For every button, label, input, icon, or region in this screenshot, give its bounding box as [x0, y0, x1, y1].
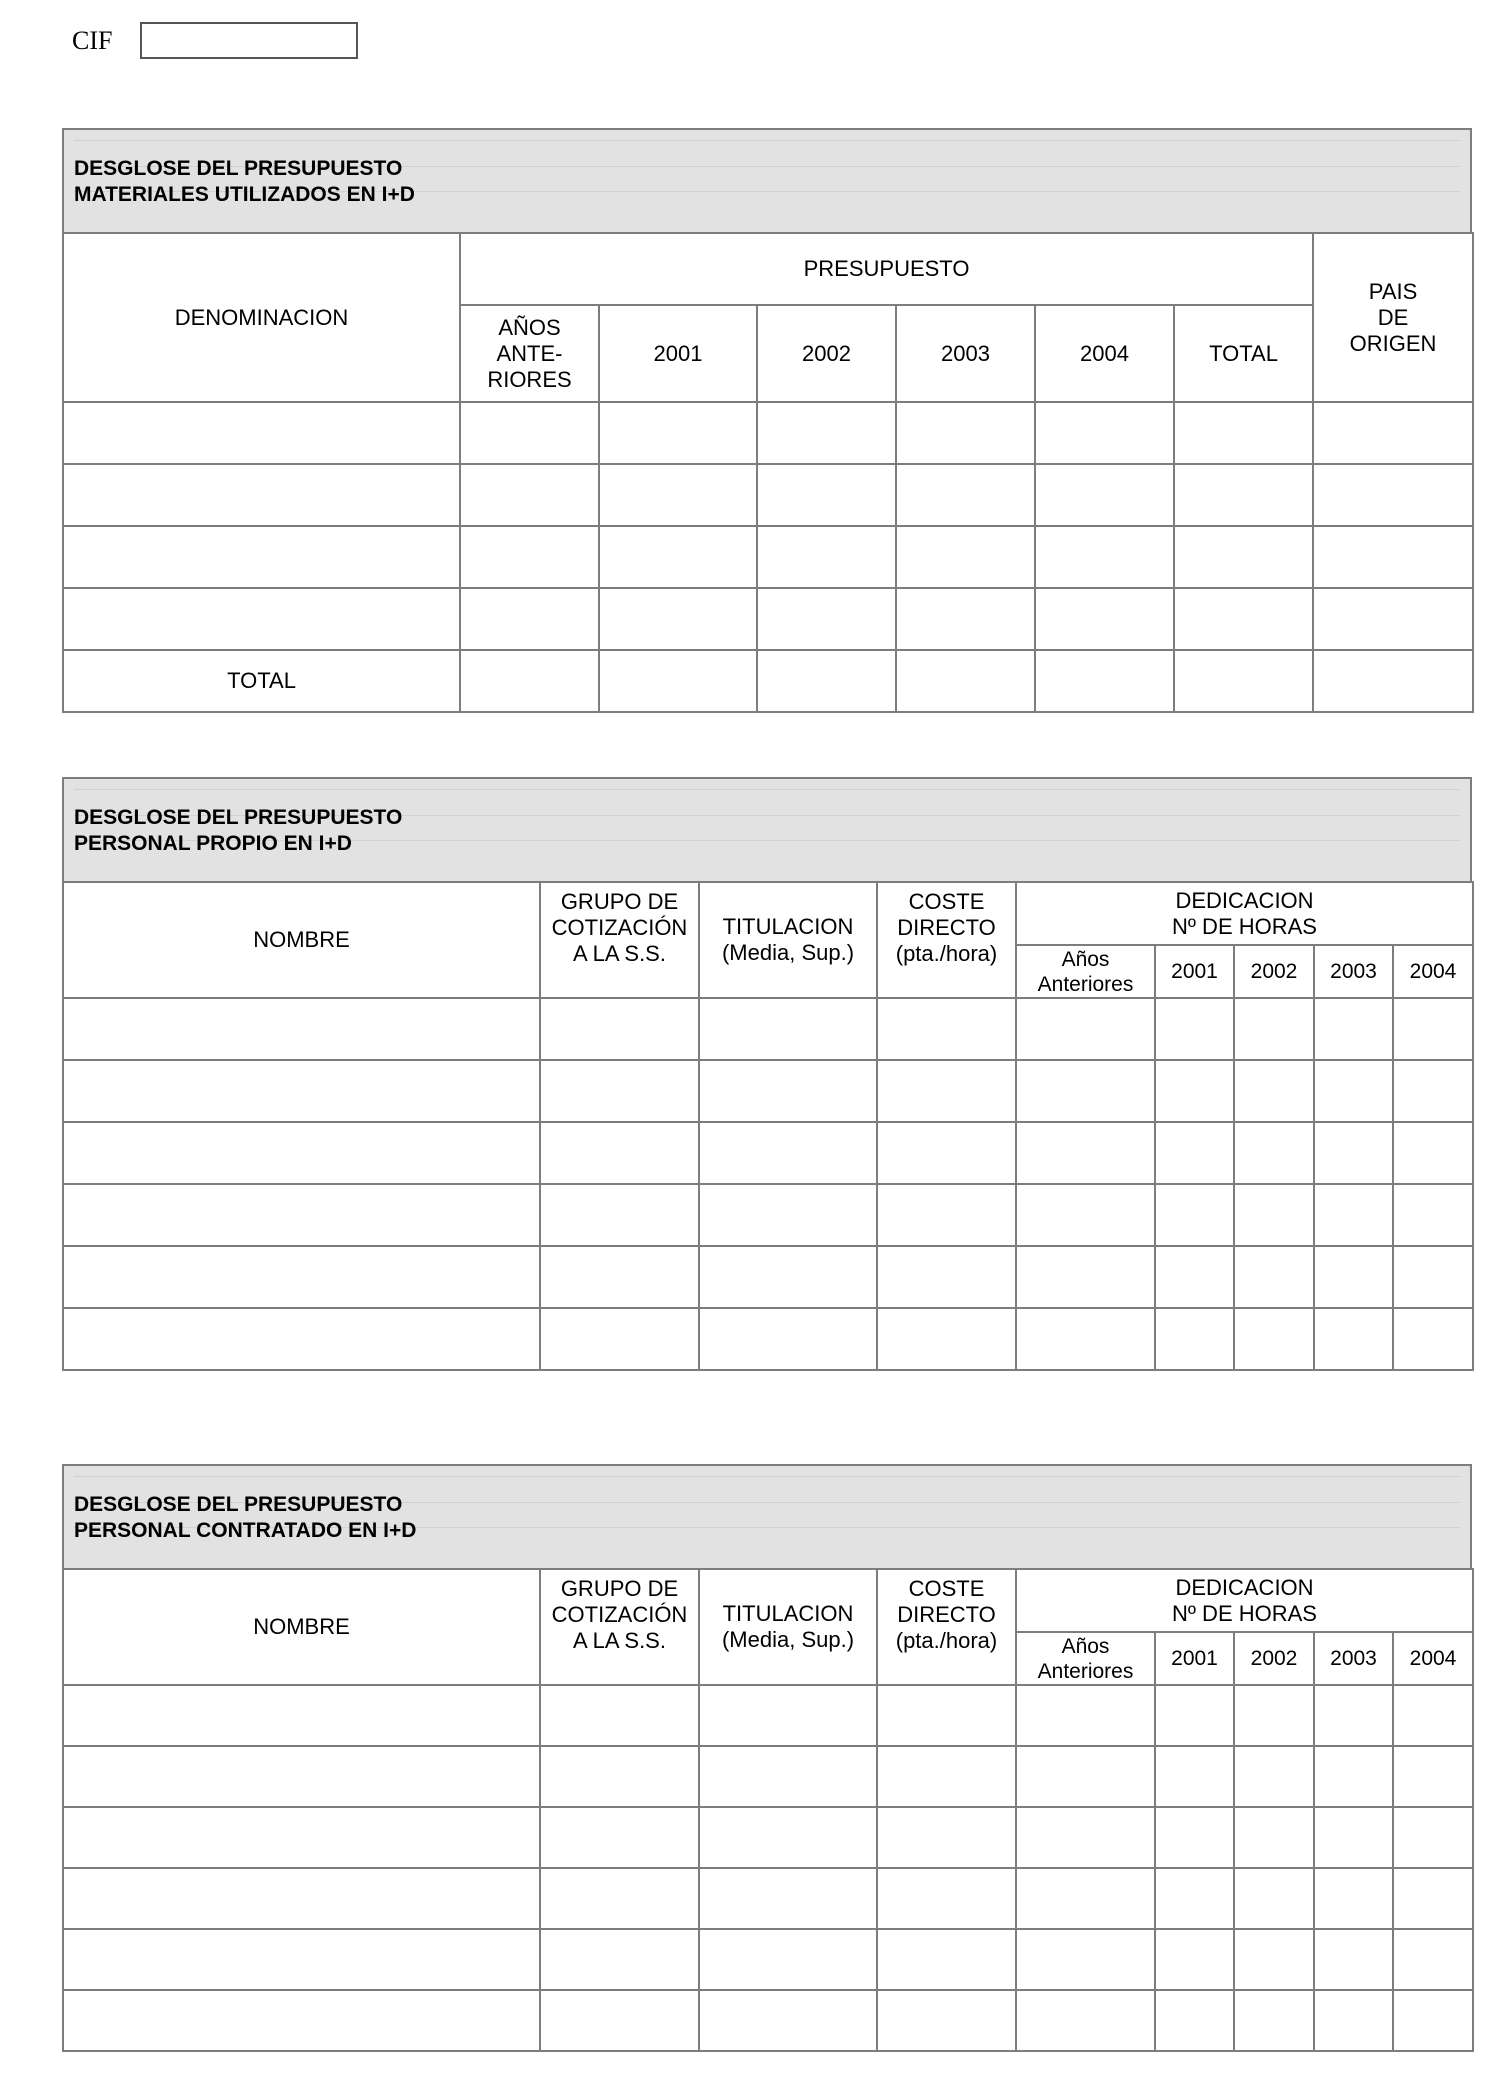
table-cell[interactable]: [1174, 402, 1313, 464]
table-cell[interactable]: [599, 650, 757, 712]
table-cell[interactable]: [63, 464, 460, 526]
personal-propio-header: [62, 777, 1472, 883]
table-cell[interactable]: [1234, 1685, 1314, 1746]
table-cell[interactable]: [1234, 1308, 1314, 1370]
col-pais-origen: PAIS DE ORIGEN: [1313, 233, 1473, 402]
table-cell[interactable]: [1155, 1246, 1234, 1308]
table-cell[interactable]: [1234, 1929, 1314, 1990]
table-cell[interactable]: [1234, 1122, 1314, 1184]
table-cell[interactable]: [63, 1990, 540, 2051]
table-cell[interactable]: [877, 1685, 1016, 1746]
table-cell[interactable]: [540, 1308, 699, 1370]
col-grupo-cotizacion: GRUPO DE COTIZACIÓN A LA S.S.: [540, 1569, 699, 1685]
table-cell[interactable]: [1393, 1246, 1473, 1308]
table-cell[interactable]: [699, 1308, 877, 1370]
table-cell[interactable]: [757, 464, 896, 526]
table-cell[interactable]: [896, 526, 1035, 588]
table-row: [63, 1060, 1473, 1122]
table-cell[interactable]: [1393, 1122, 1473, 1184]
table-cell[interactable]: [1314, 1246, 1393, 1308]
table-cell[interactable]: [1393, 1746, 1473, 1807]
table-cell[interactable]: [1314, 1060, 1393, 1122]
table-cell[interactable]: [1155, 1122, 1234, 1184]
table-cell[interactable]: [1016, 1929, 1155, 1990]
table-cell[interactable]: [896, 588, 1035, 650]
col-dedicacion: DEDICACION Nº DE HORAS: [1016, 882, 1473, 945]
personal-propio-table: [62, 881, 1474, 1371]
table-row: [63, 1929, 1473, 1990]
table-cell[interactable]: [1393, 1807, 1473, 1868]
col-2003: 2003: [1314, 1632, 1393, 1685]
table-cell[interactable]: [540, 1807, 699, 1868]
table-cell[interactable]: [1313, 464, 1473, 526]
col-anos-anteriores: Años Anteriores: [1016, 945, 1155, 998]
col-2001: 2001: [1155, 1632, 1234, 1685]
table-row: [63, 1685, 1473, 1746]
col-anos-anteriores: AÑOS ANTE- RIORES: [460, 305, 599, 402]
table-cell[interactable]: [1035, 588, 1174, 650]
table-cell[interactable]: [1016, 1308, 1155, 1370]
materiales-table: [62, 232, 1474, 713]
table-cell[interactable]: [1155, 998, 1234, 1060]
table-cell[interactable]: [1035, 650, 1174, 712]
personal-contratado-table: [62, 1568, 1474, 2052]
personal-contratado-section: [62, 1464, 1472, 2052]
table-cell[interactable]: [1155, 1060, 1234, 1122]
table-cell[interactable]: [896, 464, 1035, 526]
table-cell[interactable]: [757, 526, 896, 588]
table-cell[interactable]: [1234, 1868, 1314, 1929]
col-coste-directo: COSTE DIRECTO (pta./hora): [877, 1569, 1016, 1685]
table-cell[interactable]: [757, 588, 896, 650]
table-cell[interactable]: [1393, 998, 1473, 1060]
table-cell[interactable]: [1313, 402, 1473, 464]
col-denominacion: DENOMINACION: [63, 233, 460, 402]
total-row-label: TOTAL: [63, 650, 460, 712]
table-cell[interactable]: [1016, 998, 1155, 1060]
table-cell[interactable]: [1174, 650, 1313, 712]
table-cell[interactable]: [540, 1060, 699, 1122]
table-cell[interactable]: [1314, 1868, 1393, 1929]
table-cell[interactable]: [1016, 1060, 1155, 1122]
col-2002: 2002: [1234, 1632, 1314, 1685]
table-cell[interactable]: [699, 1990, 877, 2051]
table-row: [63, 464, 1473, 526]
table-cell[interactable]: [63, 588, 460, 650]
personal-contratado-title: DESGLOSE DEL PRESUPUESTO PERSONAL CONTRATADO EN I+D: [74, 1493, 417, 1542]
personal-propio-title: DESGLOSE DEL PRESUPUESTO PERSONAL PROPIO EN I+D: [74, 806, 403, 855]
table-cell[interactable]: [540, 1929, 699, 1990]
table-cell[interactable]: [63, 1868, 540, 1929]
table-cell[interactable]: [1155, 1868, 1234, 1929]
col-presupuesto: PRESUPUESTO: [460, 233, 1313, 305]
table-cell[interactable]: [1314, 1184, 1393, 1246]
col-2001: 2001: [1155, 945, 1234, 998]
table-cell[interactable]: [877, 1868, 1016, 1929]
table-cell[interactable]: [1393, 1990, 1473, 2051]
col-2003: 2003: [1314, 945, 1393, 998]
cif-label: CIF: [72, 26, 113, 55]
table-cell[interactable]: [699, 1122, 877, 1184]
table-cell[interactable]: [540, 1990, 699, 2051]
table-cell[interactable]: [1393, 1184, 1473, 1246]
table-cell[interactable]: [1174, 526, 1313, 588]
col-2002: 2002: [1234, 945, 1314, 998]
table-cell[interactable]: [1234, 1184, 1314, 1246]
table-cell[interactable]: [1234, 1990, 1314, 2051]
table-cell[interactable]: [1314, 1807, 1393, 1868]
materiales-title: DESGLOSE DEL PRESUPUESTO MATERIALES UTILIZADOS EN I+D: [74, 157, 415, 206]
table-cell[interactable]: [1234, 1746, 1314, 1807]
table-cell[interactable]: [699, 1184, 877, 1246]
table-cell[interactable]: [877, 1184, 1016, 1246]
table-cell[interactable]: [63, 1685, 540, 1746]
total-row: [63, 650, 1473, 712]
table-cell[interactable]: [599, 464, 757, 526]
table-row: [63, 1184, 1473, 1246]
table-row: [63, 998, 1473, 1060]
table-cell[interactable]: [540, 1868, 699, 1929]
table-cell[interactable]: [699, 1868, 877, 1929]
table-cell[interactable]: [1314, 1929, 1393, 1990]
table-cell[interactable]: [460, 526, 599, 588]
col-2003: 2003: [896, 305, 1035, 402]
table-cell[interactable]: [1393, 1060, 1473, 1122]
table-cell[interactable]: [1393, 1929, 1473, 1990]
col-dedicacion: DEDICACION Nº DE HORAS: [1016, 1569, 1473, 1632]
table-cell[interactable]: [896, 402, 1035, 464]
table-cell[interactable]: [540, 1184, 699, 1246]
table-cell[interactable]: [1174, 588, 1313, 650]
col-grupo-cotizacion: GRUPO DE COTIZACIÓN A LA S.S.: [540, 882, 699, 998]
table-cell[interactable]: [540, 1122, 699, 1184]
table-cell[interactable]: [757, 402, 896, 464]
table-cell[interactable]: [1393, 1685, 1473, 1746]
table-cell[interactable]: [1234, 1060, 1314, 1122]
table-cell[interactable]: [1155, 1807, 1234, 1868]
table-cell[interactable]: [1313, 588, 1473, 650]
table-cell[interactable]: [1016, 1246, 1155, 1308]
table-cell[interactable]: [877, 1060, 1016, 1122]
table-cell[interactable]: [1234, 1807, 1314, 1868]
table-cell[interactable]: [63, 1246, 540, 1308]
table-cell[interactable]: [1016, 1122, 1155, 1184]
table-cell[interactable]: [460, 650, 599, 712]
cif-field[interactable]: [140, 22, 358, 59]
table-cell[interactable]: [699, 1060, 877, 1122]
table-cell[interactable]: [1035, 526, 1174, 588]
table-cell[interactable]: [460, 588, 599, 650]
table-cell[interactable]: [1234, 998, 1314, 1060]
table-cell[interactable]: [877, 1807, 1016, 1868]
personal-propio-section: [62, 777, 1472, 1371]
table-cell[interactable]: [540, 1685, 699, 1746]
table-cell[interactable]: [877, 1246, 1016, 1308]
table-cell[interactable]: [1016, 1184, 1155, 1246]
table-cell[interactable]: [1314, 1685, 1393, 1746]
table-cell[interactable]: [699, 1246, 877, 1308]
table-cell[interactable]: [63, 1184, 540, 1246]
table-cell[interactable]: [1155, 1184, 1234, 1246]
table-cell[interactable]: [1314, 1746, 1393, 1807]
table-cell[interactable]: [1016, 1807, 1155, 1868]
table-row: [63, 1990, 1473, 2051]
table-cell[interactable]: [1155, 1746, 1234, 1807]
table-cell[interactable]: [1155, 1990, 1234, 2051]
table-cell[interactable]: [63, 1929, 540, 1990]
table-row: [63, 1246, 1473, 1308]
table-cell[interactable]: [63, 402, 460, 464]
table-row: [63, 1746, 1473, 1807]
table-cell[interactable]: [1314, 1122, 1393, 1184]
table-cell[interactable]: [1393, 1868, 1473, 1929]
table-cell[interactable]: [599, 526, 757, 588]
table-cell[interactable]: [1314, 1990, 1393, 2051]
col-2004: 2004: [1035, 305, 1174, 402]
table-cell[interactable]: [460, 402, 599, 464]
table-cell[interactable]: [63, 998, 540, 1060]
table-cell[interactable]: [1155, 1308, 1234, 1370]
table-cell[interactable]: [599, 402, 757, 464]
table-cell[interactable]: [1016, 1868, 1155, 1929]
table-cell[interactable]: [877, 1122, 1016, 1184]
table-row: [63, 1308, 1473, 1370]
col-2004: 2004: [1393, 1632, 1473, 1685]
table-cell[interactable]: [699, 1929, 877, 1990]
table-cell[interactable]: [1314, 998, 1393, 1060]
table-cell[interactable]: [63, 1060, 540, 1122]
col-2002: 2002: [757, 305, 896, 402]
table-cell[interactable]: [1016, 1685, 1155, 1746]
table-cell[interactable]: [699, 1685, 877, 1746]
table-cell[interactable]: [63, 1746, 540, 1807]
table-cell[interactable]: [1155, 1929, 1234, 1990]
table-cell[interactable]: [1174, 464, 1313, 526]
table-row: [63, 1122, 1473, 1184]
table-cell[interactable]: [63, 1122, 540, 1184]
table-cell[interactable]: [757, 650, 896, 712]
table-row: [63, 402, 1473, 464]
table-cell[interactable]: [699, 1746, 877, 1807]
table-cell[interactable]: [63, 526, 460, 588]
table-cell[interactable]: [1313, 650, 1473, 712]
table-row: [63, 1868, 1473, 1929]
col-total: TOTAL: [1174, 305, 1313, 402]
table-cell[interactable]: [1016, 1746, 1155, 1807]
col-2004: 2004: [1393, 945, 1473, 998]
col-nombre: NOMBRE: [63, 1569, 540, 1685]
table-cell[interactable]: [540, 1246, 699, 1308]
col-coste-directo: COSTE DIRECTO (pta./hora): [877, 882, 1016, 998]
table-cell[interactable]: [540, 1746, 699, 1807]
table-cell[interactable]: [877, 1990, 1016, 2051]
table-cell[interactable]: [63, 1308, 540, 1370]
table-cell[interactable]: [460, 464, 599, 526]
col-anos-anteriores: Años Anteriores: [1016, 1632, 1155, 1685]
table-cell[interactable]: [1035, 464, 1174, 526]
table-cell[interactable]: [877, 1929, 1016, 1990]
table-row: [63, 588, 1473, 650]
table-cell[interactable]: [877, 1308, 1016, 1370]
table-cell[interactable]: [1314, 1308, 1393, 1370]
table-cell[interactable]: [1393, 1308, 1473, 1370]
table-row: [63, 1807, 1473, 1868]
table-cell[interactable]: [896, 650, 1035, 712]
col-2001: 2001: [599, 305, 757, 402]
table-row: [63, 526, 1473, 588]
col-titulacion: TITULACION (Media, Sup.): [699, 882, 877, 998]
col-nombre: NOMBRE: [63, 882, 540, 998]
table-cell[interactable]: [63, 1807, 540, 1868]
col-titulacion: TITULACION (Media, Sup.): [699, 1569, 877, 1685]
table-cell[interactable]: [877, 998, 1016, 1060]
table-cell[interactable]: [699, 1807, 877, 1868]
table-cell[interactable]: [1035, 402, 1174, 464]
materiales-header: [62, 128, 1472, 234]
materiales-section: [62, 128, 1472, 713]
table-cell[interactable]: [699, 998, 877, 1060]
personal-contratado-header: [62, 1464, 1472, 1570]
table-cell[interactable]: [1155, 1685, 1234, 1746]
table-cell[interactable]: [1016, 1990, 1155, 2051]
table-cell[interactable]: [1313, 526, 1473, 588]
table-cell[interactable]: [599, 588, 757, 650]
table-cell[interactable]: [540, 998, 699, 1060]
table-cell[interactable]: [877, 1746, 1016, 1807]
table-cell[interactable]: [1234, 1246, 1314, 1308]
